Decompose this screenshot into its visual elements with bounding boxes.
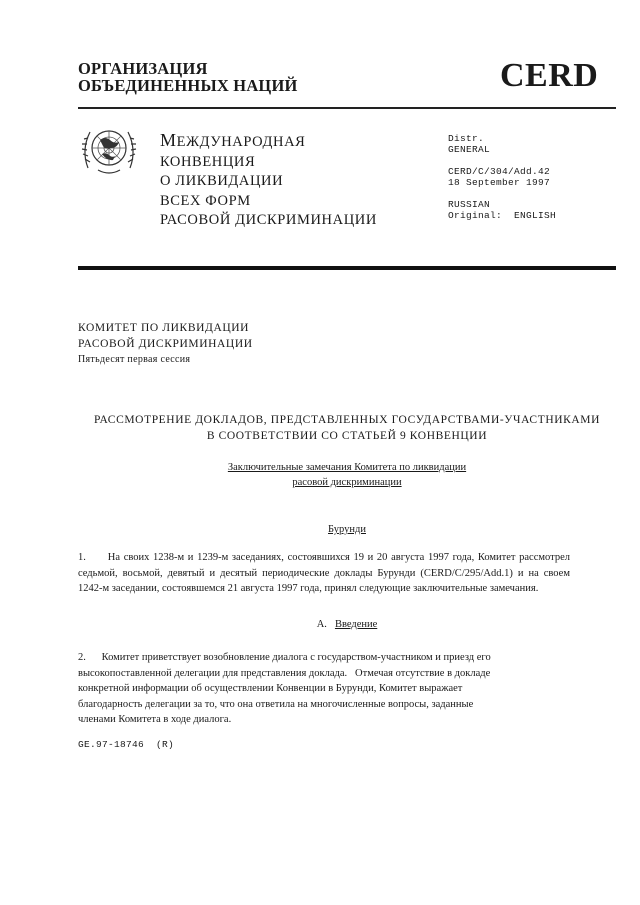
section-divider	[78, 266, 616, 270]
document-job-number: GE.97-18746 (R)	[78, 739, 175, 750]
document-title	[78, 413, 616, 444]
document-language: RUSSIAN	[448, 199, 491, 210]
convention-line-3: О ЛИКВИДАЦИИ	[160, 173, 284, 189]
paragraph-1-number: 1.	[78, 552, 86, 563]
org-line-1: ОРГАНИЗАЦИЯ	[78, 59, 208, 78]
org-line-2: ОБЪЕДИНЕННЫХ НАЦИЙ	[78, 76, 298, 95]
subtitle-line-2: расовой дискриминации	[292, 477, 402, 488]
paragraph-2	[78, 650, 570, 728]
paragraph-2-line-2: высокопоставленной делегации для представления доклада. Отмечая отсутствие в докладе	[78, 667, 491, 679]
paragraph-2-line-3: конкретной информации об осуществлении Конвенции в Бурунди, Комитет выражает	[78, 683, 463, 694]
convention-initial: М	[160, 130, 177, 150]
document-date: 18 September 1997	[448, 177, 551, 188]
distr-general: GENERAL	[448, 144, 491, 155]
paragraph-2-line-1: 2. Комитет приветствует возобновление диалога с государством-участником и приезд его	[78, 652, 491, 663]
document-symbol: CERD/C/304/Add.42	[448, 166, 551, 177]
distr-label: Distr.	[448, 133, 485, 144]
un-emblem-icon	[78, 118, 140, 180]
paragraph-1-text: На своих 1238-м и 1239-м заседаниях, состоявшихся 19 и 20 августа 1997 года, Комитет рассмотрел седьмой, восьмой, девятый и десятый периодические доклады Бурунди (CERD/C/295/Add.1) и на своем 1242-м заседании, состоявшемся 21 августа 1997 года, принял следующие заключительные замечания.	[78, 552, 571, 594]
convention-line-1	[160, 131, 377, 153]
title-line-1: РАССМОТРЕНИЕ ДОКЛАДОВ, ПРЕДСТАВЛЕННЫХ ГОСУДАРСТВАМИ-УЧАСТНИКАМИ	[93, 414, 601, 426]
section-a-heading	[78, 619, 616, 630]
title-line-2: В СООТВЕТСТВИИ СО СТАТЬЕЙ 9 КОНВЕНЦИИ	[206, 429, 488, 442]
committee-line-1: КОМИТЕТ ПО ЛИКВИДАЦИИ	[78, 322, 250, 334]
cerd-logo-text: CERD	[500, 57, 599, 94]
section-a-letter: A.	[316, 619, 327, 630]
subtitle-line-1: Заключительные замечания Комитета по ликвидации	[227, 462, 467, 473]
country-heading	[78, 524, 616, 535]
paragraph-2-line-4: благодарность делегации за то, что она ответила на многочисленные вопросы, заданные	[78, 698, 474, 710]
convention-line-4: ВСЕХ ФОРМ	[160, 192, 251, 209]
distribution-block	[448, 133, 556, 221]
convention-line-2: КОНВЕНЦИЯ	[160, 153, 256, 170]
session-label: Пятьдесят первая сессия	[78, 354, 191, 365]
convention-title	[160, 131, 377, 231]
convention-line-5: РАСОВОЙ ДИСКРИМИНАЦИИ	[160, 212, 377, 228]
organization-name	[78, 60, 298, 94]
document-subtitle	[78, 460, 616, 490]
committee-line-2: РАСОВОЙ ДИСКРИМИНАЦИИ	[78, 337, 253, 350]
country-name: Бурунди	[328, 524, 366, 535]
committee-block	[78, 321, 253, 368]
convention-line-1-rest: ЕЖДУНАРОДНАЯ	[176, 134, 306, 150]
header-divider	[78, 107, 616, 109]
section-a-title: Введение	[334, 619, 378, 630]
original-language: Original: ENGLISH	[448, 210, 557, 221]
paragraph-1	[78, 550, 570, 597]
paragraph-2-number: 2.	[78, 652, 86, 663]
paragraph-2-line-5: членами Комитета в ходе диалога.	[78, 714, 232, 725]
